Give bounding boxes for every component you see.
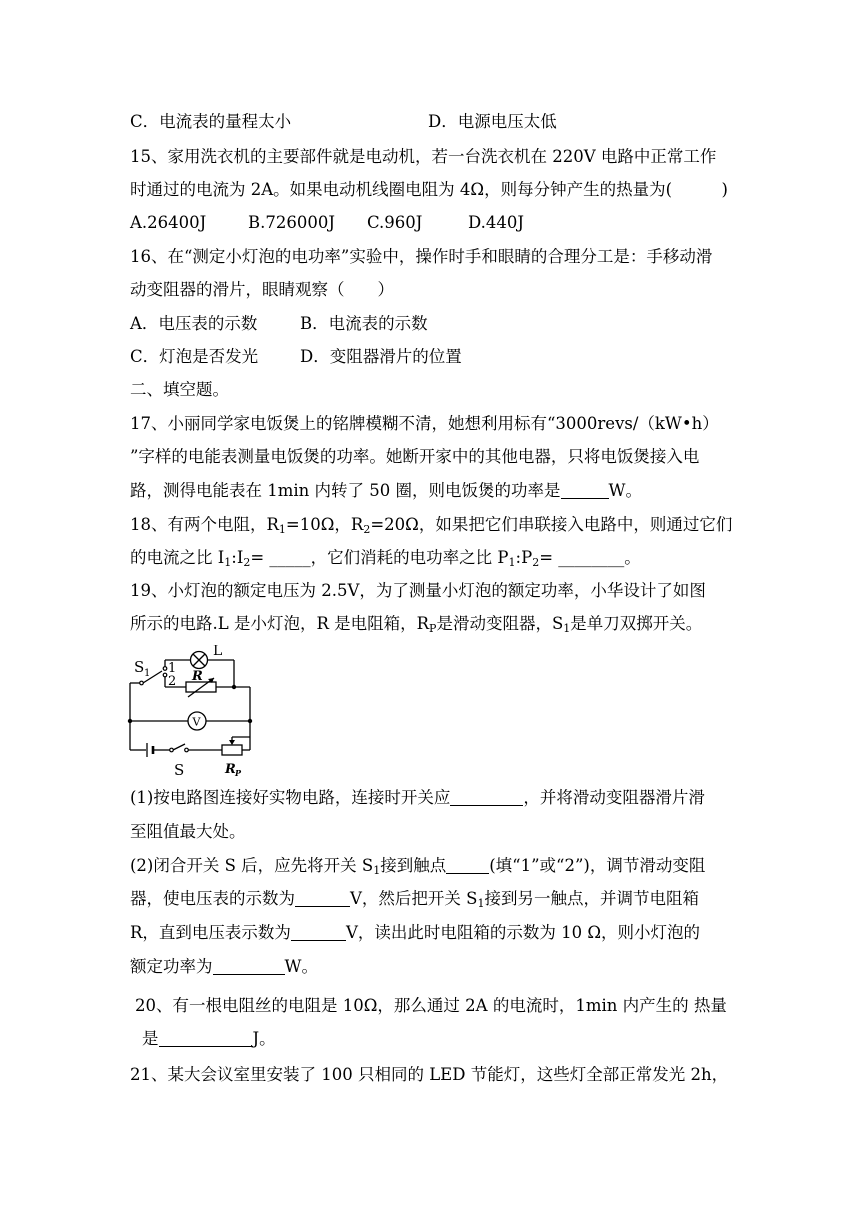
- q19-line-2: [130, 613, 702, 635]
- q16-option-b: B．电流表的示数: [300, 314, 428, 333]
- q16-option-a: A．电压表的示数: [130, 314, 258, 333]
- q20-text-a: 是: [142, 1029, 159, 1048]
- q18-sub-2: 2: [363, 523, 371, 536]
- q19-p2-text-i: 额定功率为: [130, 957, 213, 976]
- circuit-diagram: [118, 645, 268, 780]
- label-s1-sub: 1: [144, 668, 151, 679]
- junction-dot-top: [232, 685, 236, 689]
- q19-p1-line-1: [130, 787, 705, 809]
- q19-text-b: 是滑动变阻器，S: [436, 614, 564, 633]
- q17-line-3-text: 路，测得电能表在 1min 内转了 50 圈，则电饭煲的功率是: [130, 481, 561, 500]
- q19-p2-line-3: [130, 922, 700, 944]
- q14-option-c: C．电流表的量程太小: [130, 112, 292, 131]
- q16-option-d: D．变阻器滑片的位置: [300, 347, 462, 366]
- q15-line-2: 时通过的电流为 2A。如果电动机线圈电阻为 4Ω，则每分钟产生的热量为( ): [130, 180, 728, 199]
- q19-p2-text-b: 接到触点: [380, 856, 447, 875]
- q19-text-c: 是单刀双掷开关。: [570, 614, 703, 633]
- q19-line-1: 19、小灯泡的额定电压为 2.5V，为了测量小灯泡的额定功率，小华设计了如图: [130, 581, 706, 600]
- q18-sub-1: 1: [278, 523, 286, 536]
- q17-answer-blank[interactable]: [561, 481, 609, 499]
- q16-options-cd: [130, 346, 462, 368]
- label-s1: S: [134, 658, 145, 676]
- q16-line-2: 动变阻器的滑片，眼睛观察（ ）: [130, 280, 394, 299]
- q19-p1-text-b: ，并将滑动变阻器滑片滑: [523, 788, 705, 807]
- q19-p2-blank-contact[interactable]: [446, 856, 489, 874]
- q19-p2-text-e: V，然后把开关 S: [350, 889, 478, 908]
- battery-icon: [147, 743, 153, 757]
- label-rheostat-sub: P: [235, 768, 242, 778]
- q19-p2-text-a: (2)闭合开关 S 后，应先将开关 S: [130, 856, 374, 875]
- q19-p2-line-1: [130, 855, 705, 877]
- q18-text-e: :I: [231, 548, 244, 567]
- q19-p2-text-f: 接到另一触点，并调节电阻箱: [484, 889, 699, 908]
- q19-p2-blank-voltage-2[interactable]: [291, 923, 346, 941]
- q15-line-1: 15、家用洗衣机的主要部件就是电动机，若一台洗衣机在 220V 电路中正常工作: [130, 147, 717, 166]
- q15-option-a: A.26400J: [130, 213, 207, 232]
- q18-text-h: = ________。: [539, 548, 641, 567]
- q18-sub-i2: 2: [243, 556, 251, 569]
- q16-line-1: 16、在“测定小灯泡的电功率”实验中，操作时手和眼睛的合理分工是：手移动滑: [130, 247, 713, 266]
- q14-options: [130, 111, 557, 133]
- label-contact-2: 2: [168, 674, 177, 689]
- junction-dot-right: [248, 719, 252, 723]
- q19-p2-blank-voltage-1[interactable]: [295, 889, 350, 907]
- q20-line-2: [142, 1028, 276, 1050]
- q18-sub-i1: 1: [224, 556, 232, 569]
- q20-answer-blank[interactable]: [159, 1029, 253, 1047]
- q21-line-1: 21、某大会议室里安装了 100 只相同的 LED 节能灯，这些灯全部正常发光 2h，: [130, 1065, 729, 1084]
- label-resistor-box: R: [192, 669, 203, 684]
- q17-line-3-unit: W。: [608, 481, 642, 500]
- q19-p2-text-c: (填“1”或“2”)，调节滑动变阻: [489, 856, 706, 875]
- q20-line-1: 20、有一根电阻丝的电阻是 10Ω，那么通过 2A 的电流时，1min 内产生的 热量: [135, 996, 727, 1015]
- label-contact-1: 1: [168, 661, 177, 676]
- rheostat-icon: [222, 745, 242, 755]
- junction-dot-left: [128, 719, 132, 723]
- q15-option-c: C.960J: [367, 213, 423, 232]
- q19-p2-text-h: V，读出此时电阻箱的示数为 10 Ω，则小灯泡的: [345, 923, 701, 942]
- q18-text-c: =20Ω，如果把它们串联接入电路中，则通过它们: [370, 515, 733, 534]
- label-rheostat: R: [225, 762, 236, 777]
- q19-p2-blank-power[interactable]: [213, 957, 285, 975]
- q18-text-f: = _____，它们消耗的电功率之比 P: [250, 548, 509, 567]
- q17-line-1: 17、小丽同学家电饭煲上的铭牌模糊不清，她想利用标有“3000revs/（kW•h）: [130, 414, 719, 433]
- q18-line-1: [130, 514, 732, 536]
- q18-text-a: 18、有两个电阻，R: [130, 515, 279, 534]
- q17-line-2: ”字样的电能表测量电饭煲的功率。她断开家中的其他电器，只将电饭煲接入电: [130, 447, 700, 466]
- q15-option-d: D.440J: [468, 213, 524, 232]
- q19-p2-line-4: [130, 956, 318, 978]
- q16-option-c: C．灯泡是否发光: [130, 347, 259, 366]
- q18-sub-p2: 2: [532, 556, 540, 569]
- q18-sub-p1: 1: [508, 556, 516, 569]
- q18-line-2: [130, 547, 641, 569]
- q17-line-3: [130, 480, 642, 502]
- q18-text-b: =10Ω，R: [285, 515, 364, 534]
- q14-option-d: D．电源电压太低: [428, 112, 557, 131]
- label-switch-s: S: [174, 761, 185, 779]
- q19-sub-p: P: [429, 622, 437, 635]
- q19-p2-sub-1: 1: [373, 864, 381, 877]
- q19-text-a: 所示的电路.L 是小灯泡，R 是电阻箱，R: [130, 614, 430, 633]
- q19-sub-1: 1: [563, 622, 571, 635]
- section-heading: 二、填空题。: [130, 380, 229, 399]
- q19-p2-text-g: R，直到电压表示数为: [130, 923, 291, 942]
- label-voltmeter: V: [192, 715, 201, 729]
- q18-text-g: :P: [515, 548, 533, 567]
- q15-option-b: B.726000J: [248, 213, 335, 232]
- label-lamp: L: [213, 645, 223, 659]
- q16-options-ab: [130, 313, 428, 335]
- q19-p2-text-j: W。: [284, 957, 318, 976]
- q18-text-d: 的电流之比 I: [130, 548, 225, 567]
- q19-p2-sub-2: 1: [477, 897, 485, 910]
- q19-p1-blank[interactable]: [450, 788, 523, 806]
- q19-p1-text-a: (1)按电路图连接好实物电路，连接时开关应: [130, 788, 451, 807]
- q19-p2-line-2: [130, 888, 699, 910]
- q19-p2-text-d: 器，使电压表的示数为: [130, 889, 295, 908]
- lamp-icon: [191, 652, 208, 669]
- q19-p1-line-2: 至阻值最大处。: [130, 822, 246, 841]
- q20-text-b: J。: [252, 1029, 276, 1048]
